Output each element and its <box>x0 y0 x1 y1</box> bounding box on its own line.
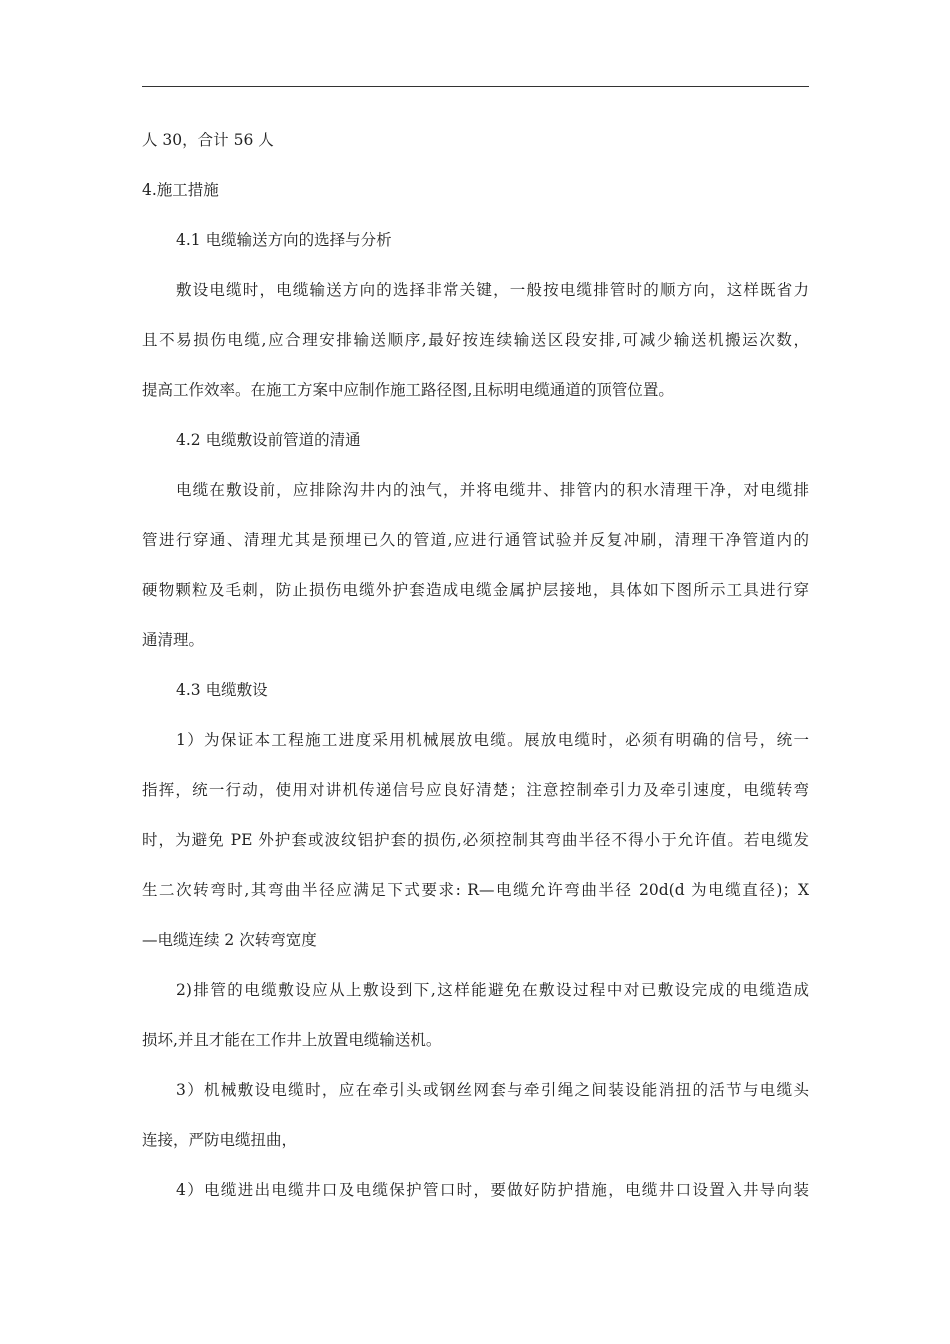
paragraph-line: 2)排管的电缆敷设应从上敷设到下,这样能避免在敷设过程中对已敷设完成的电缆造成 <box>176 981 809 999</box>
paragraph-line: 硬物颗粒及毛刺，防止损伤电缆外护套造成电缆金属护层接地，具体如下图所示工具进行穿 <box>142 581 809 599</box>
paragraph-line: 指挥，统一行动，使用对讲机传递信号应良好清楚；注意控制牵引力及牵引速度，电缆转弯 <box>142 781 809 799</box>
paragraph-line: 电缆在敷设前，应排除沟井内的浊气，并将电缆井、排管内的积水清理干净，对电缆排 <box>176 481 809 499</box>
paragraph-line: 3）机械敷设电缆时，应在牵引头或钢丝网套与牵引绳之间装设能消扭的活节与电缆头 <box>176 1081 809 1099</box>
paragraph-line: 提高工作效率。在施工方案中应制作施工路径图,且标明电缆通道的顶管位置。 <box>142 381 674 399</box>
header-rule <box>142 86 809 87</box>
paragraph-line: 管进行穿通、清理尤其是预埋已久的管道,应进行通管试验并反复冲刷，清理干净管道内的 <box>142 531 809 549</box>
section-heading: 4.施工措施 <box>142 181 219 199</box>
subsection-heading: 4.1 电缆输送方向的选择与分析 <box>176 231 392 249</box>
paragraph-line: 生二次转弯时,其弯曲半径应满足下式要求: R—电缆允许弯曲半径 20d(d 为电缆直径)；X <box>142 881 809 899</box>
paragraph-line: 1）为保证本工程施工进度采用机械展放电缆。展放电缆时，必须有明确的信号，统一 <box>176 731 809 749</box>
paragraph-line: 且不易损伤电缆,应合理安排输送顺序,最好按连续输送区段安排,可减少输送机搬运次数， <box>142 331 809 349</box>
subsection-heading: 4.2 电缆敷设前管道的清通 <box>176 431 361 449</box>
paragraph-line: 时，为避免 PE 外护套或波纹铝护套的损伤,必须控制其弯曲半径不得小于允许值。若电缆发 <box>142 831 809 849</box>
paragraph-line: 敷设电缆时，电缆输送方向的选择非常关键，一般按电缆排管时的顺方向，这样既省力 <box>176 281 809 299</box>
paragraph-line: 4）电缆进出电缆井口及电缆保护管口时，要做好防护措施，电缆井口设置入井导向装 <box>176 1181 809 1199</box>
subsection-heading: 4.3 电缆敷设 <box>176 681 268 699</box>
text-line: 人 30，合计 56 人 <box>142 131 274 149</box>
paragraph-line: 通清理。 <box>142 631 205 649</box>
paragraph-line: —电缆连续 2 次转弯宽度 <box>142 931 317 949</box>
paragraph-line: 连接，严防电缆扭曲， <box>142 1131 298 1149</box>
paragraph-line: 损坏,并且才能在工作井上放置电缆输送机。 <box>142 1031 442 1049</box>
